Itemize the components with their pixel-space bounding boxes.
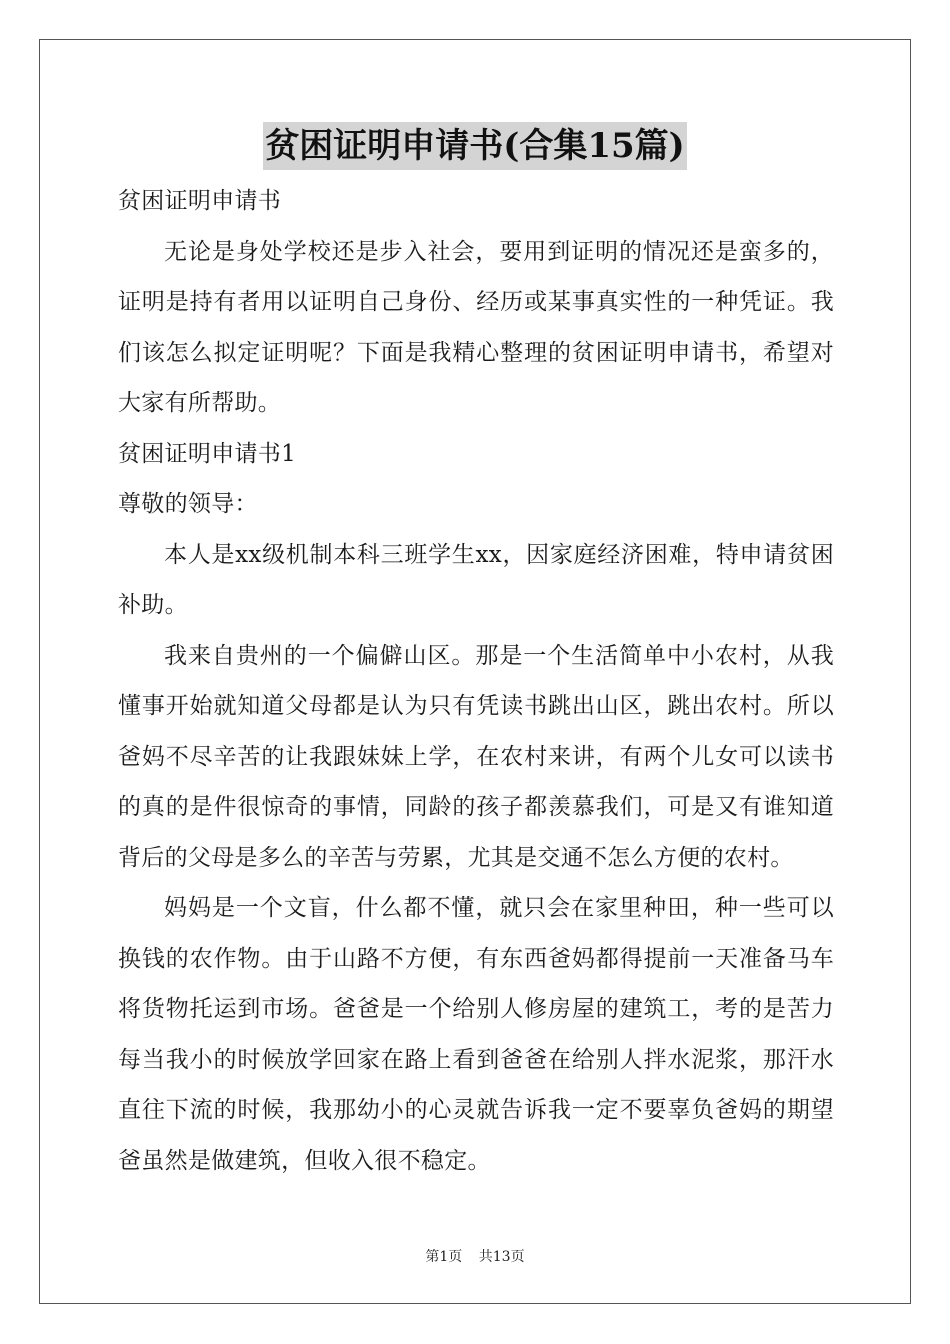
paragraph: 妈妈是一个文盲，什么都不懂，就只会在家里种田，种一些可以换钱的农作物。由于山路不方便，有东西爸妈都得提前一天准备马车将货物托运到市场。爸爸是一个给别人修房屋的建筑工，考的是苦力每当我小的时候放学回家在路上看到爸爸在给别人拌水泥浆，那汗水直往下流的时候，我那幼小的心灵就告诉我一定不要辜负爸妈的期望爸虽然是做建筑，但收入很不稳定。 <box>118 895 834 1174</box>
paragraph: 我来自贵州的一个偏僻山区。那是一个生活简单中小农村，从我懂事开始就知道父母都是认为只有凭读书跳出山区，跳出农村。所以爸妈不尽辛苦的让我跟妹妹上学，在农村来讲，有两个儿女可以读书的真的是件很惊奇的事情，同龄的孩子都羡慕我们，可是又有谁知道背后的父母是多么的辛苦与劳累，尤其是交通不怎么方便的农村。 <box>118 642 834 871</box>
page-total: 共13页 <box>478 1249 525 1265</box>
page-footer <box>0 1246 950 1266</box>
title-container <box>0 122 950 170</box>
section-heading: 贫困证明申请书1 <box>118 440 297 467</box>
document-body <box>118 176 834 1186</box>
page-number: 第1页 <box>425 1249 463 1265</box>
salutation: 尊敬的领导： <box>118 491 258 517</box>
paragraph: 贫困证明申请书 <box>118 188 282 214</box>
paragraph: 无论是身处学校还是步入社会，要用到证明的情况还是蛮多的，证明是持有者用以证明自己身份、经历或某事真实性的一种凭证。我们该怎么拟定证明呢？下面是我精心整理的贫困证明申请书，希望对大家有所帮助。 <box>118 238 834 416</box>
paragraph: 本人是xx级机制本科三班学生xx，因家庭经济困难，特申请贫困补助。 <box>118 541 834 618</box>
document-title: 贫困证明申请书(合集15篇) <box>263 122 687 170</box>
